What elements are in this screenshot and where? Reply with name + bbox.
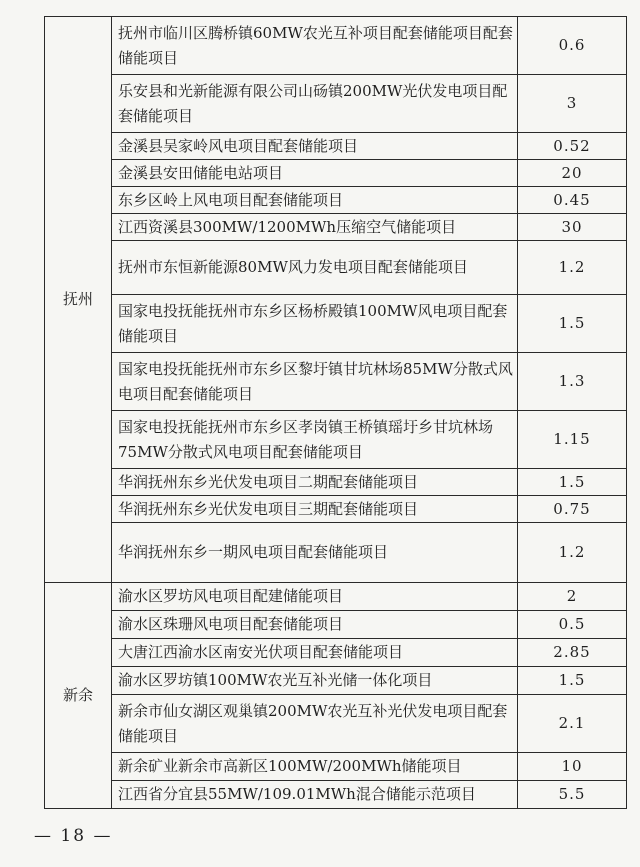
table-row — [45, 695, 627, 753]
project-name-cell: 国家电投抚能抚州市东乡区黎圩镇甘坑林场85MW分散式风电项目配套储能项目 — [112, 353, 518, 411]
table-row — [45, 523, 627, 583]
table-row — [45, 17, 627, 75]
capacity-cell: 5.5 — [518, 781, 627, 809]
capacity-cell: 0.52 — [518, 133, 627, 160]
table-row — [45, 611, 627, 639]
capacity-cell: 0.6 — [518, 17, 627, 75]
capacity-cell: 1.5 — [518, 469, 627, 496]
table-row — [45, 241, 627, 295]
project-name-cell: 华润抚州东乡一期风电项目配套储能项目 — [112, 523, 518, 583]
table-row — [45, 496, 627, 523]
region-cell: 抚州 — [45, 17, 112, 583]
table-row — [45, 187, 627, 214]
project-name-cell: 江西资溪县300MW/1200MWh压缩空气储能项目 — [112, 214, 518, 241]
table-row — [45, 160, 627, 187]
capacity-cell: 1.15 — [518, 411, 627, 469]
capacity-cell: 1.3 — [518, 353, 627, 411]
capacity-cell: 2 — [518, 583, 627, 611]
table-row — [45, 639, 627, 667]
project-table — [44, 16, 627, 809]
table-row — [45, 781, 627, 809]
project-name-cell: 华润抚州东乡光伏发电项目二期配套储能项目 — [112, 469, 518, 496]
capacity-cell: 1.5 — [518, 295, 627, 353]
capacity-cell: 30 — [518, 214, 627, 241]
project-name-cell: 大唐江西渝水区南安光伏项目配套储能项目 — [112, 639, 518, 667]
project-name-cell: 国家电投抚能抚州市东乡区孝岗镇王桥镇瑶圩乡甘坑林场75MW分散式风电项目配套储能项目 — [112, 411, 518, 469]
project-name-cell: 新余市仙女湖区观巢镇200MW农光互补光伏发电项目配套储能项目 — [112, 695, 518, 753]
capacity-cell: 3 — [518, 75, 627, 133]
capacity-cell: 1.2 — [518, 241, 627, 295]
capacity-cell: 0.75 — [518, 496, 627, 523]
project-name-cell: 渝水区罗坊镇100MW农光互补光储一体化项目 — [112, 667, 518, 695]
capacity-cell: 1.2 — [518, 523, 627, 583]
table-row — [45, 469, 627, 496]
table-row — [45, 295, 627, 353]
table-row — [45, 667, 627, 695]
project-name-cell: 东乡区岭上风电项目配套储能项目 — [112, 187, 518, 214]
project-name-cell: 抚州市东恒新能源80MW风力发电项目配套储能项目 — [112, 241, 518, 295]
project-name-cell: 金溪县安田储能电站项目 — [112, 160, 518, 187]
table-row — [45, 411, 627, 469]
capacity-cell: 1.5 — [518, 667, 627, 695]
project-name-cell: 抚州市临川区腾桥镇60MW农光互补项目配套储能项目配套储能项目 — [112, 17, 518, 75]
project-name-cell: 渝水区珠珊风电项目配套储能项目 — [112, 611, 518, 639]
project-name-cell: 新余矿业新余市高新区100MW/200MWh储能项目 — [112, 753, 518, 781]
project-name-cell: 国家电投抚能抚州市东乡区杨桥殿镇100MW风电项目配套储能项目 — [112, 295, 518, 353]
table-row — [45, 353, 627, 411]
capacity-cell: 2.85 — [518, 639, 627, 667]
capacity-cell: 10 — [518, 753, 627, 781]
page-number: — 18 — — [34, 826, 113, 846]
capacity-cell: 20 — [518, 160, 627, 187]
table-row — [45, 133, 627, 160]
table-row — [45, 75, 627, 133]
table-row — [45, 753, 627, 781]
table-row — [45, 214, 627, 241]
project-name-cell: 渝水区罗坊风电项目配建储能项目 — [112, 583, 518, 611]
capacity-cell: 2.1 — [518, 695, 627, 753]
project-name-cell: 华润抚州东乡光伏发电项目三期配套储能项目 — [112, 496, 518, 523]
capacity-cell: 0.5 — [518, 611, 627, 639]
project-name-cell: 乐安县和光新能源有限公司山砀镇200MW光伏发电项目配套储能项目 — [112, 75, 518, 133]
table-row — [45, 583, 627, 611]
capacity-cell: 0.45 — [518, 187, 627, 214]
project-name-cell: 江西省分宜县55MW/109.01MWh混合储能示范项目 — [112, 781, 518, 809]
region-cell: 新余 — [45, 583, 112, 809]
project-name-cell: 金溪县吴家岭风电项目配套储能项目 — [112, 133, 518, 160]
